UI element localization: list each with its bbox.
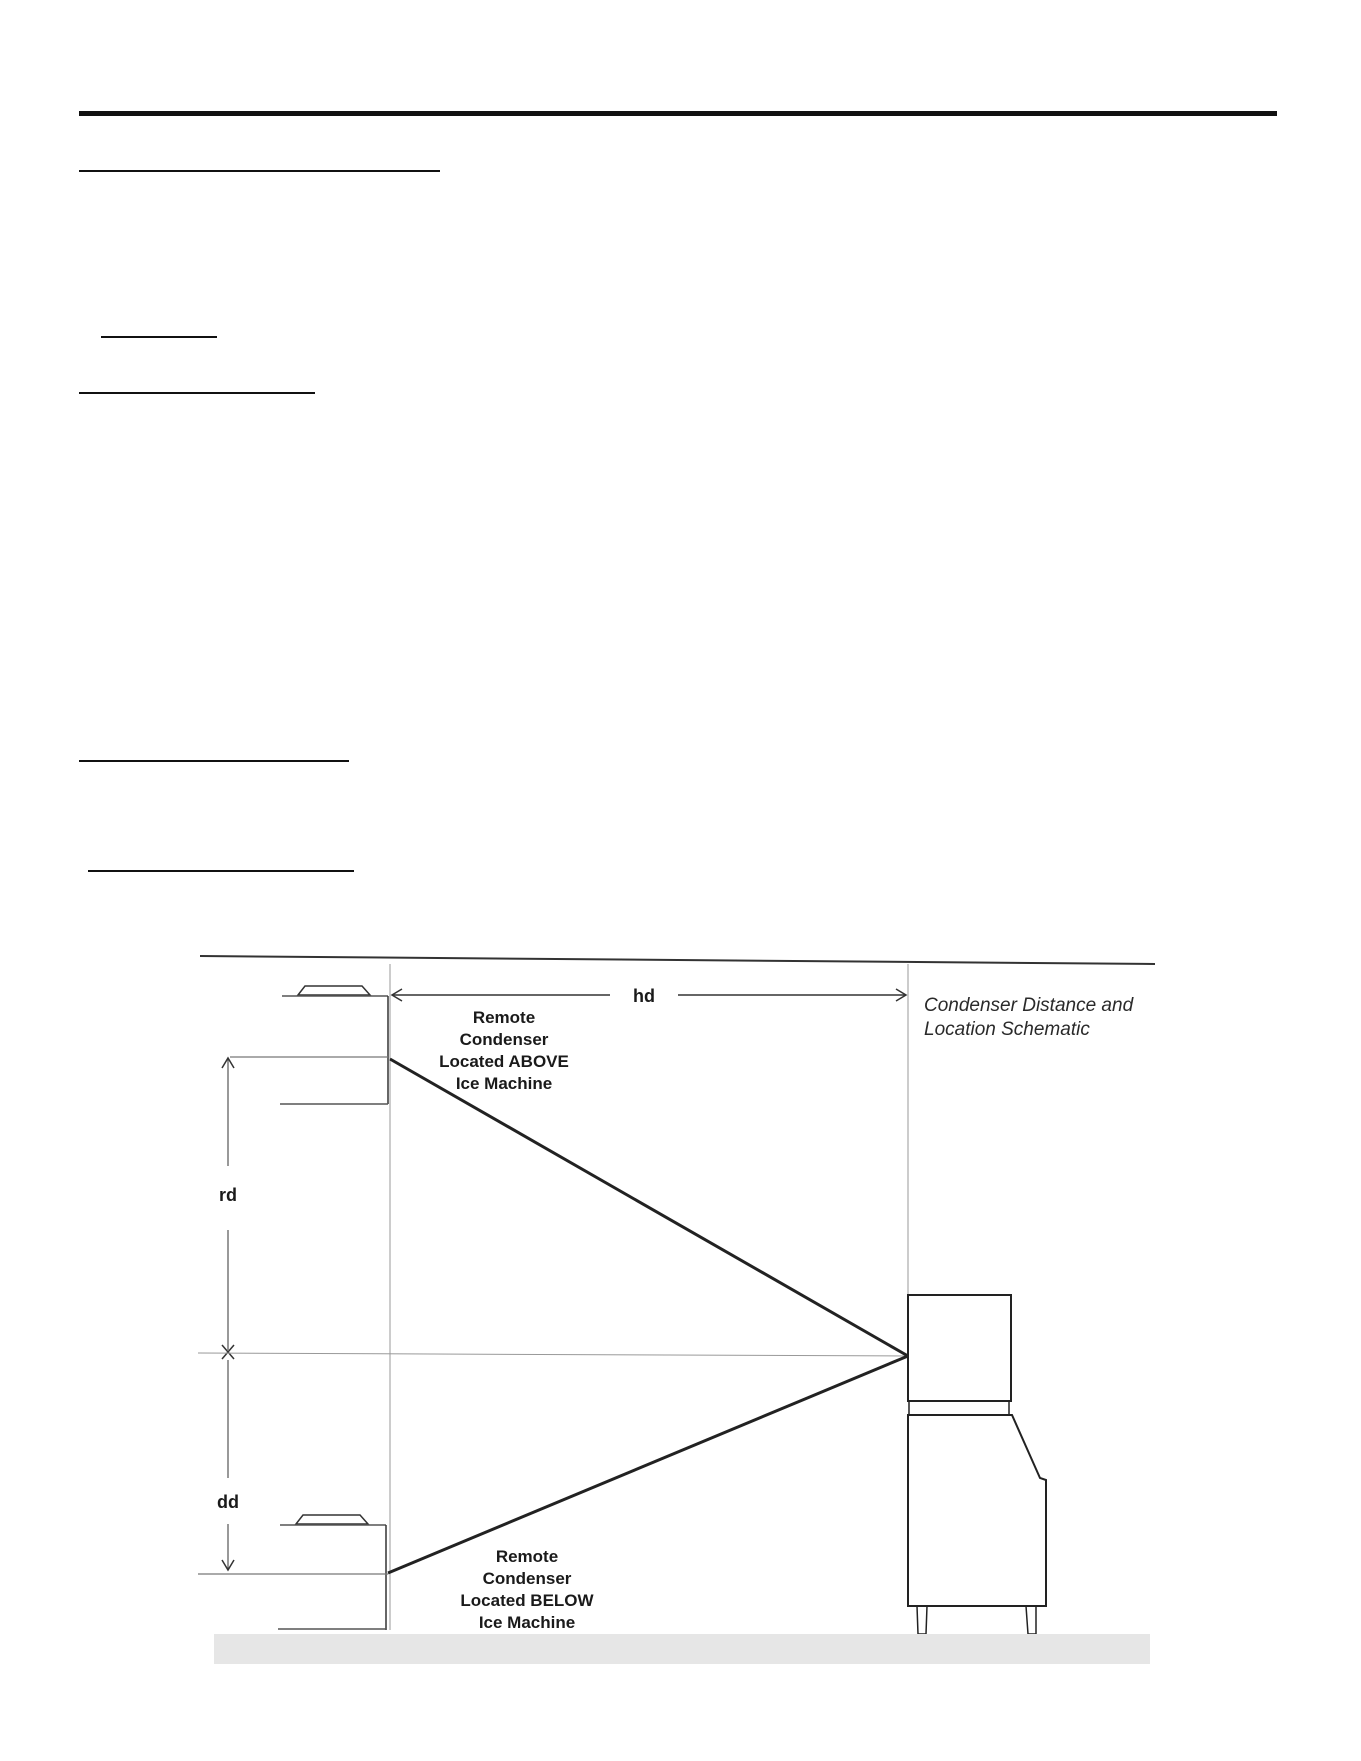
upper-condenser-fan-icon [298,986,370,995]
dd-label: dd [217,1492,239,1512]
lower-condenser-fan-icon [296,1515,368,1524]
below-label-line-1: Remote [495,1547,559,1566]
below-label-line-4: Ice Machine [478,1613,576,1632]
schematic-caption-line-2: Location Schematic [924,1019,1090,1040]
floor-band [214,1634,1150,1664]
machine-level-line [198,1353,906,1356]
rd-label: rd [219,1185,237,1205]
ice-machine-icon [908,1295,1046,1634]
above-label-line-1: Remote [472,1008,536,1027]
above-label-line-2: Condenser [459,1030,549,1049]
above-label-line-3: Located ABOVE [439,1052,569,1071]
schematic-caption-line-1: Condenser Distance and [924,995,1134,1016]
ceiling-line [200,956,1155,964]
below-label-line-3: Located BELOW [460,1591,594,1610]
above-label-group [439,1008,569,1093]
hd-label: hd [633,986,655,1006]
line-set-to-lower-condenser [388,1356,908,1573]
above-label-line-4: Ice Machine [455,1074,553,1093]
below-label-group [460,1547,594,1632]
line-set-to-upper-condenser [390,1059,908,1356]
below-label-line-2: Condenser [482,1569,572,1588]
